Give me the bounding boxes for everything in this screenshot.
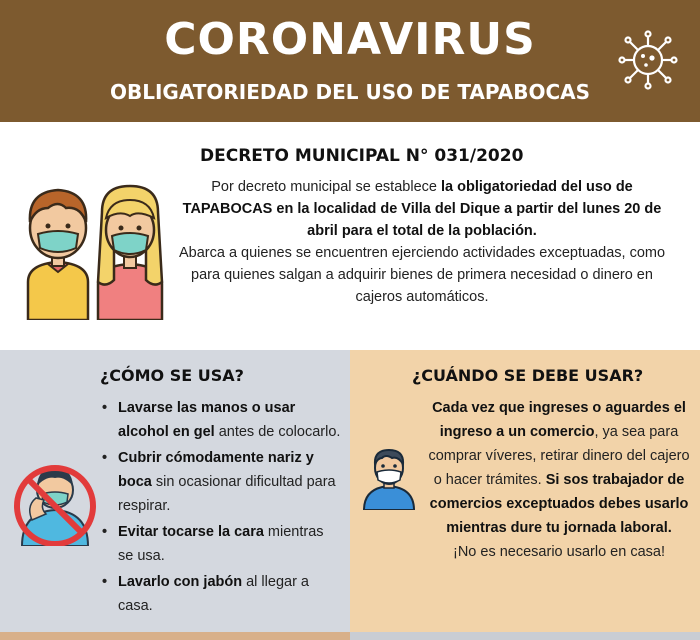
usage-item-text: sin ocasionar dificultad para respirar. [118, 474, 336, 514]
masked-man-icon [360, 446, 418, 510]
usage-item-text: antes de colocarlo. [214, 424, 341, 440]
how-to-use-panel [0, 350, 350, 640]
usage-item-bold: Lavarlo con jabón [118, 574, 243, 590]
usage-item-text: mientras se usa. [118, 524, 324, 564]
usage-item-text: al llegar a casa. [118, 574, 309, 614]
bottom-strip [350, 632, 700, 640]
masked-kids-icon [18, 172, 168, 320]
decree-scope: Abarca a quienes se encuentren ejerciendo actividades exceptuadas, como para quienes salgan a adquirir bienes de primera necesidad o dinero en cajeros automáticos. [178, 245, 666, 305]
decree-section [0, 122, 700, 350]
when-note: ¡No es necesario usarlo en casa! [453, 544, 665, 560]
when-bold-1: Cada vez que ingreses o aguardes el ingreso a un comercio [432, 400, 686, 440]
page-title: CORONAVIRUS [164, 14, 536, 65]
decree-intro: Por decreto municipal se establece [211, 179, 441, 195]
decree-mandate: la obligatoriedad del uso de TAPABOCAS en la localidad de Villa del Dique a partir del lunes 20 de abril para el total de la población. [182, 179, 662, 239]
usage-item-bold: Evitar tocarse la cara [118, 524, 264, 540]
header-banner [0, 0, 700, 122]
when-to-use-panel [350, 350, 700, 640]
how-to-use-heading: ¿CÓMO SE USA? [100, 366, 244, 385]
list-item [106, 570, 342, 618]
virus-icon [618, 30, 678, 90]
list-item [106, 396, 342, 444]
when-bold-2: Si sos trabajador de comercios exceptuados debes usarlo mientras dure tu jornada laboral. [429, 472, 689, 536]
list-item [106, 520, 342, 568]
decree-body [172, 176, 672, 308]
when-to-use-heading: ¿CUÁNDO SE DEBE USAR? [412, 366, 644, 385]
when-to-use-text [428, 396, 690, 564]
no-touch-face-icon [12, 450, 98, 546]
decree-title: DECRETO MUNICIPAL N° 031/2020 [200, 146, 524, 166]
bottom-strip [0, 632, 350, 640]
list-item [106, 446, 342, 518]
usage-item-bold: Cubrir cómodamente nariz y boca [118, 450, 314, 490]
when-text-1: , ya sea para comprar víveres, retirar dinero del cajero o hacer trámites. [428, 424, 690, 488]
page-subtitle: OBLIGATORIEDAD DEL USO DE TAPABOCAS [109, 80, 591, 104]
usage-item-bold: Lavarse las manos o usar alcohol en gel [118, 400, 296, 440]
usage-list [106, 396, 342, 620]
